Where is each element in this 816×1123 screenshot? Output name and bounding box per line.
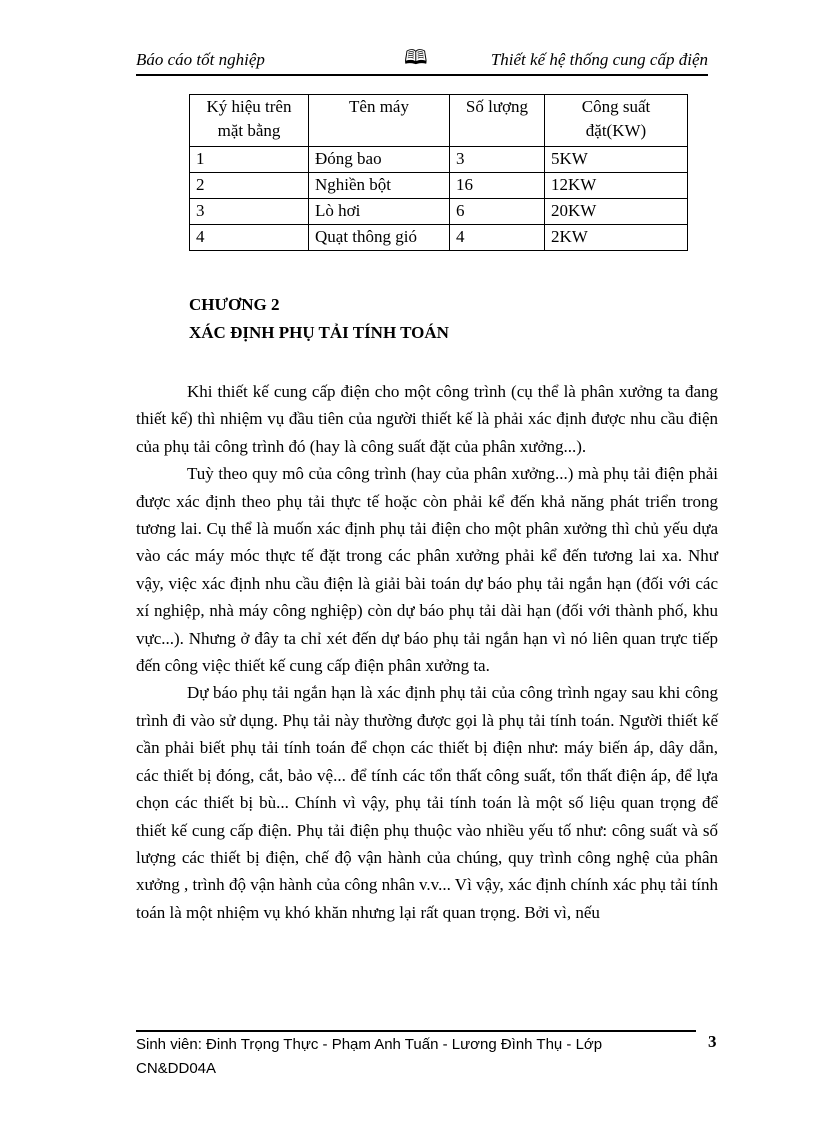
header-project-title: Thiết kế hệ thống cung cấp điện (490, 50, 708, 69)
header-divider (136, 74, 708, 76)
table-cell: Lò hơi (309, 199, 450, 225)
table-row (190, 225, 688, 251)
column-header-quantity: Số lượng (450, 95, 545, 147)
table-cell: 3 (450, 147, 545, 173)
header-report-title: Báo cáo tốt nghiệp (136, 50, 265, 69)
table-cell: 16 (450, 173, 545, 199)
paragraph: Khi thiết kế cung cấp điện cho một công trình (cụ thể là phân xưởng ta đang thiết kế) thì nhiệm vụ đầu tiên của người thiết kế là phải xác định được nhu cầu điện của phụ tải công trình đó (hay là công suất đặt của phân xưởng...). (136, 382, 718, 456)
page-number: 3 (708, 1032, 717, 1051)
table-cell: 5KW (545, 147, 688, 173)
table-cell: 1 (190, 147, 309, 173)
paragraph: Tuỳ theo quy mô của công trình (hay của phân xưởng...) mà phụ tải điện phải được xác định theo phụ tải thực tế hoặc còn phải kể đến khả năng phát triển trong tương lai. Cụ thể là muốn xác định phụ tải điện cho một phân xưởng thì chủ yếu dựa vào các máy móc thực tế đặt trong các phân xưởng phải kể đến tương lai xa. Như vậy, việc xác định nhu cầu điện là giải bài toán dự báo phụ tải ngắn hạn (đối với các xí nghiệp, nhà máy công nghiệp) còn dự báo phụ tải dài hạn (đối với thành phố, khu vực...). Nhưng ở đây ta chỉ xét đến dự báo phụ tải ngắn hạn vì nó liên quan trực tiếp đến công việc thiết kế cung cấp điện phân xưởng ta. (136, 464, 718, 676)
page-header (136, 48, 708, 74)
body-text (136, 378, 718, 926)
column-header-machine-name: Tên máy (309, 95, 450, 147)
table-cell: 4 (190, 225, 309, 251)
open-book-icon: 🕮 (404, 47, 428, 69)
column-header-symbol: Ký hiệu trên mặt bằng (190, 95, 309, 147)
table-cell: 12KW (545, 173, 688, 199)
table-cell: 2 (190, 173, 309, 199)
table-cell: 6 (450, 199, 545, 225)
column-header-power: Công suất đặt(KW) (545, 95, 688, 147)
table-row (190, 199, 688, 225)
footer-students: Sinh viên: Đinh Trọng Thực - Phạm Anh Tuấn - Lương Đình Thụ - Lớp CN&DD04A (136, 1036, 603, 1077)
paragraph: Dự báo phụ tải ngắn hạn là xác định phụ tải của công trình ngay sau khi công trình đi vào sử dụng. Phụ tải này thường được gọi là phụ tải tính toán. Người thiết kế cần phải biết phụ tải tính toán để chọn các thiết bị điện như: máy biến áp, dây dẫn, các thiết bị đóng, cắt, bảo vệ... để tính các tổn thất công suất, tổn thất điện áp, để lựa chọn các thiết bị bù... Chính vì vậy, phụ tải tính toán là một số liệu quan trọng để thiết kế cung cấp điện. Phụ tải điện phụ thuộc vào nhiều yếu tố như: công suất và số lượng các thiết bị điện, chế độ vận hành của chúng, quy trình công nghệ của phân xưởng , trình độ vận hành của công nhân v.v... Vì vậy, xác định chính xác phụ tải tính toán là một nhiệm vụ khó khăn nhưng lại rất quan trọng. Bởi vì, nếu (136, 683, 718, 922)
table-cell: 20KW (545, 199, 688, 225)
table-header-row (190, 95, 688, 147)
table-row (190, 147, 688, 173)
footer-divider (136, 1030, 696, 1032)
table-cell: 3 (190, 199, 309, 225)
table-cell: Nghiền bột (309, 173, 450, 199)
equipment-table (189, 94, 688, 251)
table-cell: Đóng bao (309, 147, 450, 173)
chapter-number: CHƯƠNG 2 (189, 295, 280, 314)
table-cell: Quạt thông gió (309, 225, 450, 251)
table-cell: 4 (450, 225, 545, 251)
chapter-title: XÁC ĐỊNH PHỤ TẢI TÍNH TOÁN (189, 323, 449, 342)
table-row (190, 173, 688, 199)
table-cell: 2KW (545, 225, 688, 251)
